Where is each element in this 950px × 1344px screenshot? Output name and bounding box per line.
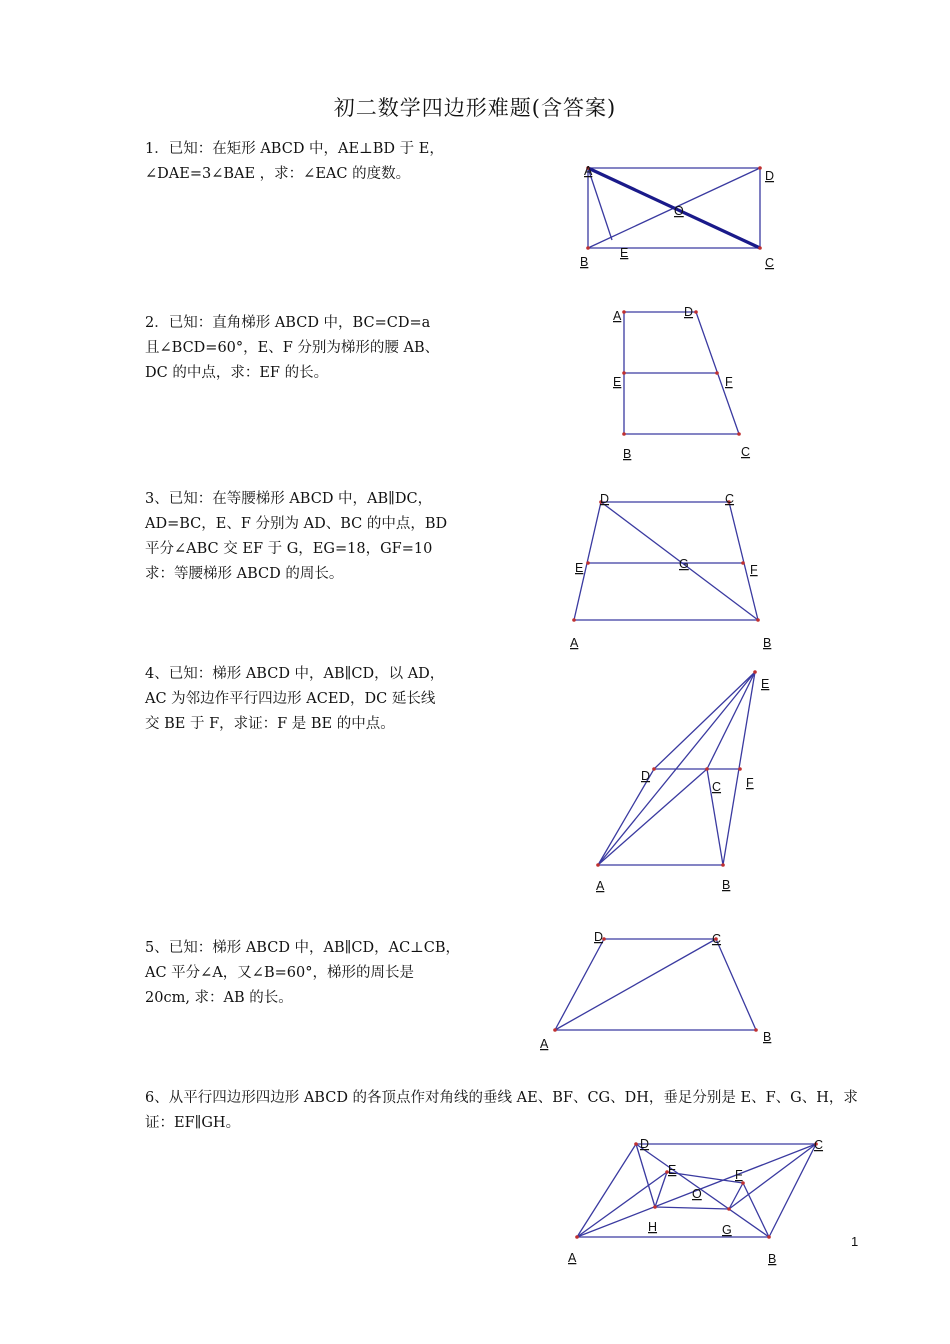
fig2-label-b: B	[623, 447, 632, 461]
fig6-label-g: G	[722, 1223, 732, 1237]
figure-2-right-trapezoid	[605, 300, 765, 465]
fig5-label-b: B	[763, 1030, 772, 1044]
fig3-label-g: G	[679, 557, 689, 571]
fig4-label-e: E	[761, 677, 770, 691]
fig6-label-c: C	[814, 1138, 824, 1152]
fig3-label-d: D	[600, 492, 610, 506]
fig3-label-c: C	[725, 492, 735, 506]
fig5-label-d: D	[594, 930, 604, 944]
fig4-label-d: D	[641, 769, 651, 783]
figure-4-trapezoid-parallelogram	[585, 660, 785, 895]
fig2-label-f: F	[725, 375, 733, 389]
fig4-label-c: C	[712, 780, 722, 794]
fig1-label-c: C	[765, 256, 775, 270]
problem-2-text: 2．已知：直角梯形 ABCD 中，BC=CD=a 且∠BCD=60°，E、F 分别为梯形的腰 AB、 DC 的中点，求：EF 的长。	[145, 315, 440, 381]
problem-1-text: 1．已知：在矩形 ABCD 中，AE⊥BD 于 E， ∠DAE=3∠BAE ，求：∠EAC 的度数。	[145, 141, 444, 182]
fig6-label-e: E	[668, 1163, 677, 1177]
fig4-label-b: B	[722, 878, 731, 892]
fig6-label-o: O	[692, 1187, 702, 1201]
fig2-label-a: A	[613, 309, 622, 323]
figure-3-isosceles-trapezoid	[560, 488, 785, 653]
fig6-label-d: D	[640, 1137, 650, 1151]
fig4-label-a: A	[596, 879, 605, 893]
problem-4-text: 4、已知：梯形 ABCD 中，AB∥CD，以 AD， AC 为邻边作平行四边形 ACED，DC 延长线 交 BE 于 F，求证：F 是 BE 的中点。	[145, 666, 445, 732]
fig2-label-e: E	[613, 375, 622, 389]
figure-5-trapezoid	[535, 925, 785, 1050]
problem-3-text: 3、已知：在等腰梯形 ABCD 中，AB∥DC， AD=BC，E、F 分别为 AD、BC 的中点，BD 平分∠ABC 交 EF 于 G，EG=18，GF=10 求：等腰梯形 ABCD 的周长。	[145, 491, 448, 582]
fig3-label-f: F	[750, 563, 758, 577]
problem-6-text: 6、从平行四边形四边形 ABCD 的各顶点作对角线的垂线 AE、BF、CG、DH，垂足分别是 E、F、G、H，求证：EF∥GH。	[145, 1090, 858, 1131]
fig6-label-b: B	[768, 1252, 777, 1266]
page-number: 1	[851, 1234, 859, 1249]
fig3-label-e: E	[575, 561, 584, 575]
fig1-label-d: D	[765, 169, 775, 183]
fig5-label-a: A	[540, 1037, 549, 1051]
problem-5-text: 5、已知：梯形 ABCD 中，AB∥CD，AC⊥CB， AC 平分∠A，又∠B=60°，梯形的周长是 20cm, 求：AB 的长。	[145, 940, 461, 1006]
fig6-label-f: F	[735, 1168, 743, 1182]
fig3-label-a: A	[570, 636, 579, 650]
fig2-label-c: C	[741, 445, 751, 459]
page-title: 初二数学四边形难题(含答案)	[333, 96, 617, 120]
figure-6-parallelogram	[560, 1132, 840, 1267]
fig1-label-b: B	[580, 255, 589, 269]
fig1-label-a: A	[584, 164, 593, 178]
figure-1-rectangle	[570, 155, 790, 275]
fig5-label-c: C	[712, 932, 722, 946]
fig6-label-a: A	[568, 1251, 577, 1265]
fig4-label-f: F	[746, 776, 754, 790]
fig3-label-b: B	[763, 636, 772, 650]
fig6-label-h: H	[648, 1220, 658, 1234]
fig2-label-d: D	[684, 305, 694, 319]
fig1-label-e: E	[620, 246, 629, 260]
fig1-label-o: O	[674, 204, 684, 218]
